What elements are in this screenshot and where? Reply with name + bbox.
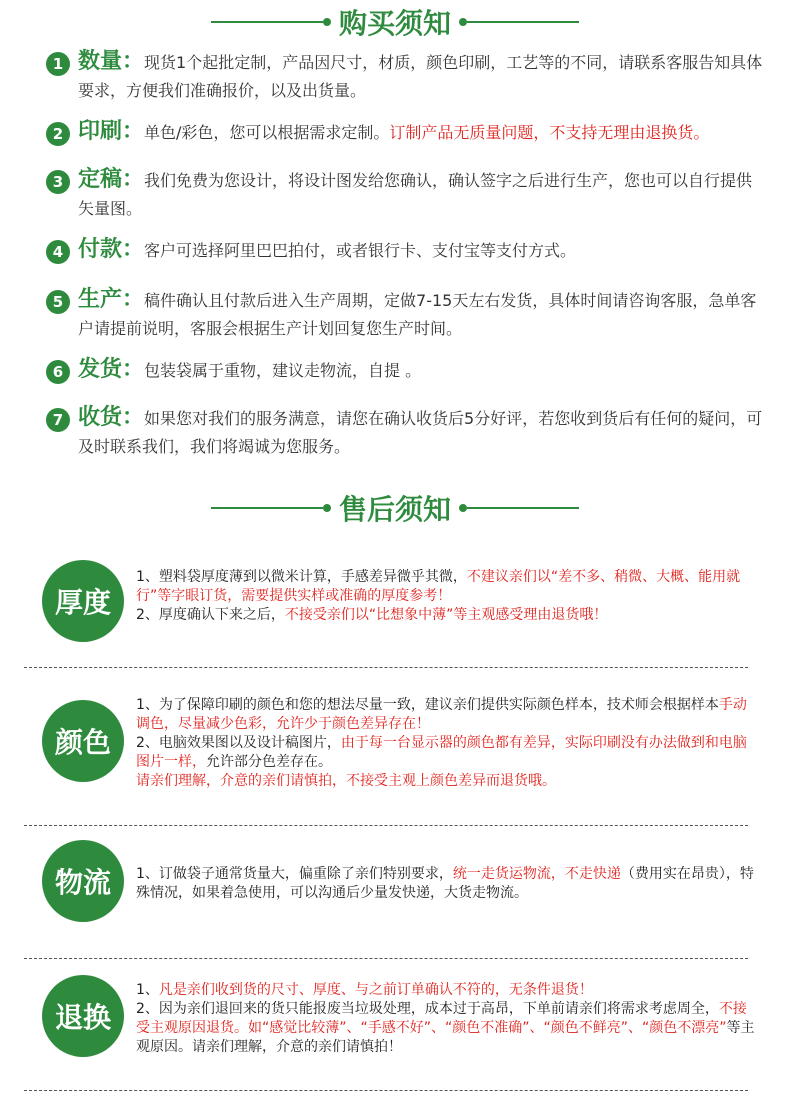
section-divider: [24, 667, 748, 668]
logistics-notes: [136, 865, 756, 903]
aftersale-notice-header: [0, 488, 790, 528]
note-warning: 由于每一台显示器的颜色都有差异，实际印刷没有办法做到和电脑图片一样，: [136, 735, 747, 770]
note-warning: 凡是亲们收到货的尺寸、厚度、与之前订单确认不符的，无条件退货！: [158, 982, 593, 998]
section-divider: [24, 958, 748, 959]
thickness-notes: [136, 568, 756, 625]
logistics-badge: 物流: [42, 840, 124, 922]
purchase-item-payment: [46, 236, 766, 265]
note-text: 等主观原因。请亲们理解，介意的亲们请慎拍！: [136, 1020, 755, 1055]
note-warning: 统一走货运物流，不走快递: [452, 866, 621, 882]
section-divider: [24, 1090, 748, 1091]
item-label: 数量：: [78, 49, 145, 74]
section-divider: [24, 825, 748, 826]
purchase-item-finalize: [46, 166, 766, 223]
note-text: （费用实在昂贵），特殊情况，如果着急使用，可以沟通后少量发快递，大货走物流。: [136, 866, 754, 901]
number-badge: 3: [46, 170, 70, 194]
purchase-item-production: [46, 286, 766, 343]
note-warning: 手动调色，尽量减少色彩，允许少于颜色差异存在！: [136, 697, 747, 732]
header-line-left: [211, 507, 323, 509]
note-warning: 请亲们理解，介意的亲们请慎拍，不接受主观上颜色差异而退货哦。: [136, 773, 556, 789]
note-text: 2、因为亲们退回来的货只能报废当垃圾处理，成本过于高昂，下单前请亲们将需求考虑周全，: [136, 1001, 719, 1017]
exchange-note-2: [136, 1000, 756, 1057]
header-line-right: [467, 507, 579, 509]
item-text: 现货1个起批定制，产品因尺寸，材质，颜色印刷，工艺等的不同，请联系客服告知具体要求，方便我们准确报价，以及出货量。: [78, 53, 763, 100]
header-dot-left: [323, 504, 331, 512]
exchange-badge: 退换: [42, 975, 124, 1057]
item-label: 定稿：: [78, 167, 145, 192]
exchange-note-1: [136, 981, 756, 1000]
item-text: 稿件确认且付款后进入生产周期，定做7-15天左右发货，具体时间请咨询客服，急单客户请提前说明，客服会根据生产计划回复您生产时间。: [78, 291, 757, 338]
aftersale-notice-title: 售后须知: [338, 493, 451, 526]
header-dot-left: [323, 18, 331, 26]
item-label: 收货：: [78, 405, 145, 430]
logistics-note-1: [136, 865, 756, 903]
item-text: 单色/彩色，您可以根据需求定制。: [144, 123, 390, 142]
item-text: 客户可选择阿里巴巴拍付，或者银行卡、支付宝等支付方式。: [144, 241, 577, 260]
note-text: 1、: [136, 982, 159, 998]
item-label: 付款：: [78, 237, 145, 262]
color-notes: [136, 696, 756, 791]
item-text: 包装袋属于重物，建议走物流，自提 。: [144, 361, 422, 380]
color-note-3: [136, 772, 756, 791]
number-badge: 7: [46, 408, 70, 432]
color-note-1: [136, 696, 756, 734]
purchase-item-shipping: [46, 356, 766, 385]
note-text: 2、厚度确认下来之后，: [136, 607, 285, 623]
note-text: 1、塑料袋厚度薄到以微米计算，手感差异微乎其微，: [136, 569, 467, 585]
color-badge: 颜色: [42, 700, 124, 782]
number-badge: 6: [46, 360, 70, 384]
note-text: 允许部分色差存在。: [206, 754, 332, 770]
number-badge: 5: [46, 290, 70, 314]
item-text: 我们免费为您设计，将设计图发给您确认，确认签字之后进行生产，您也可以自行提供矢量图。: [78, 171, 753, 218]
note-text: 2、电脑效果图以及设计稿图片，: [136, 735, 341, 751]
number-badge: 1: [46, 52, 70, 76]
item-label: 生产：: [78, 287, 145, 312]
purchase-item-receiving: [46, 404, 766, 461]
purchase-notice-header: [0, 2, 790, 42]
item-label: 发货：: [78, 357, 145, 382]
purchase-item-quantity: [46, 48, 766, 105]
item-warning: 订制产品无质量问题，不支持无理由退换货。: [389, 123, 710, 142]
note-text: 1、订做袋子通常货量大，偏重除了亲们特别要求，: [136, 866, 453, 882]
header-line-right: [467, 21, 579, 23]
purchase-item-printing: [46, 118, 766, 147]
note-warning: 不建议亲们以“差不多、稍微、大概、能用就行”等字眼订货，需要提供实样或准确的厚度参考！: [136, 569, 741, 604]
color-note-2: [136, 734, 756, 772]
number-badge: 2: [46, 122, 70, 146]
header-dot-right: [459, 504, 467, 512]
thickness-note-2: [136, 606, 756, 625]
item-text: 如果您对我们的服务满意，请您在确认收货后5分好评，若您收到货后有任何的疑问，可及时联系我们，我们将竭诚为您服务。: [78, 409, 763, 456]
item-label: 印刷：: [78, 119, 145, 144]
purchase-notice-title: 购买须知: [338, 7, 451, 40]
number-badge: 4: [46, 240, 70, 264]
header-dot-right: [459, 18, 467, 26]
exchange-notes: [136, 981, 756, 1057]
note-warning: 不接受主观原因退货。如“感觉比较薄”、“手感不好”、“颜色不准确”、“颜色不鲜亮”、“颜色不漂亮”: [136, 1001, 747, 1036]
note-text: 1、为了保障印刷的颜色和您的想法尽量一致，建议亲们提供实际颜色样本，技术师会根据样本: [136, 697, 719, 713]
thickness-badge: 厚度: [42, 560, 124, 642]
note-warning: 不接受亲们以“比想象中薄”等主观感受理由退货哦！: [284, 607, 608, 623]
header-line-left: [211, 21, 323, 23]
thickness-note-1: [136, 568, 756, 606]
